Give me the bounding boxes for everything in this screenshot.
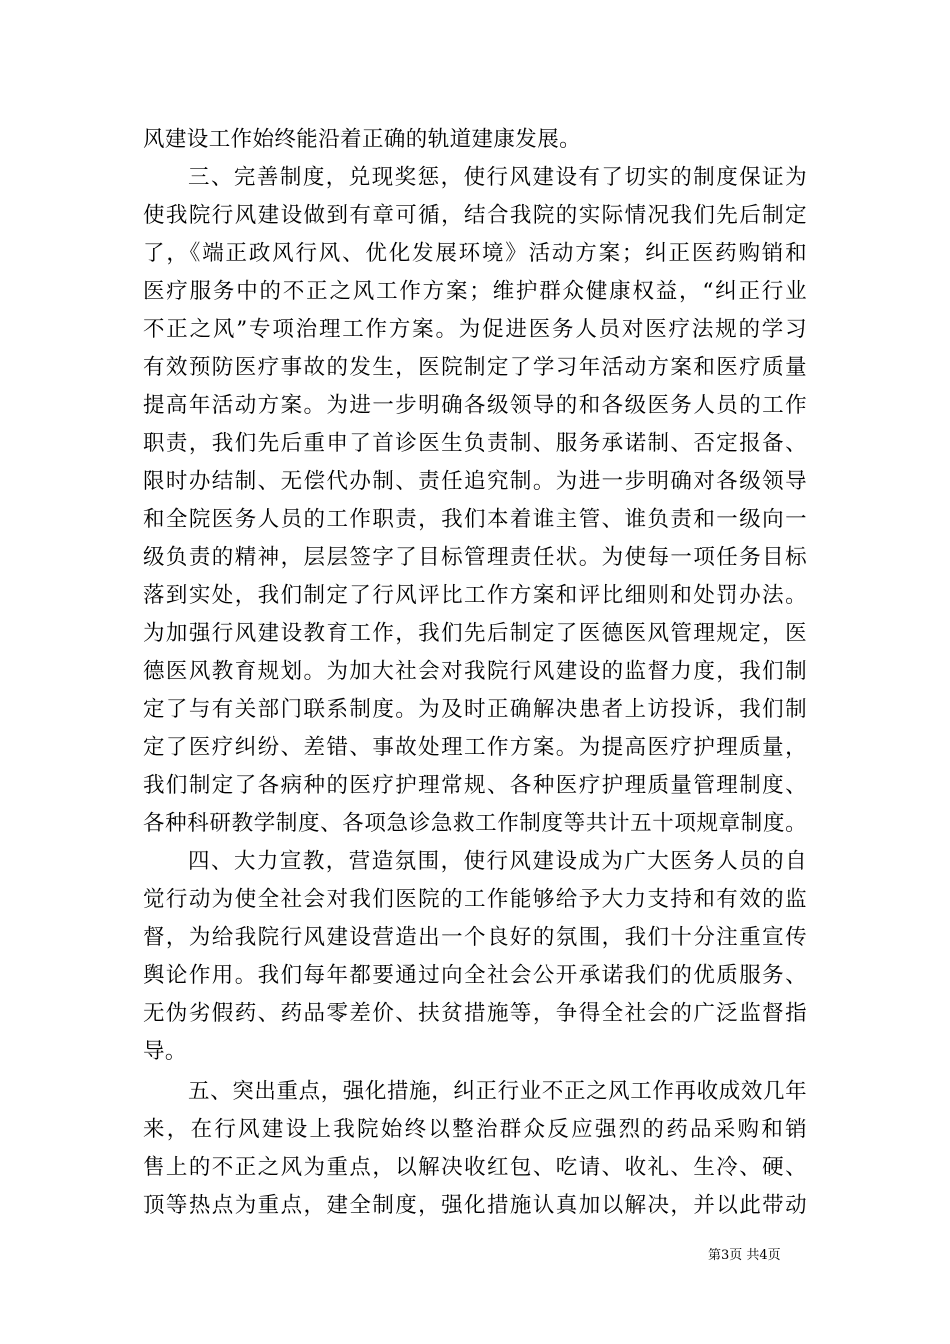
paragraph-line: 四、大力宣教，营造氛围，使行风建设成为广大医务人员的自: [188, 849, 807, 874]
paragraph-line: 不正之风”专项治理工作方案。为促进医务人员对医疗法规的学习: [143, 317, 807, 342]
paragraph-line: 三、完善制度，兑现奖惩，使行风建设有了切实的制度保证为: [188, 165, 807, 190]
paragraph-line: 提高年活动方案。为进一步明确各级领导的和各级医务人员的工作: [143, 393, 807, 418]
paragraph-line: 限时办结制、无偿代办制、责任追究制。为进一步明确对各级领导: [143, 469, 807, 494]
paragraph-line: 为加强行风建设教育工作，我们先后制定了医德医风管理规定，医: [143, 621, 807, 646]
paragraph-line: 顶等热点为重点，建全制度，强化措施认真加以解决，并以此带动: [143, 1193, 807, 1218]
paragraph-line: 无伪劣假药、药品零差价、扶贫措施等，争得全社会的广泛监督指: [143, 1001, 807, 1026]
paragraph-line: 导。: [143, 1039, 187, 1064]
paragraph-line: 有效预防医疗事故的发生，医院制定了学习年活动方案和医疗质量: [143, 355, 807, 380]
paragraph-line: 定了与有关部门联系制度。为及时正确解决患者上访投诉，我们制: [143, 697, 807, 722]
paragraph-line: 德医风教育规划。为加大社会对我院行风建设的监督力度，我们制: [143, 659, 807, 684]
paragraph-line: 督，为给我院行风建设营造出一个良好的氛围，我们十分注重宣传: [143, 925, 807, 950]
paragraph-line: 我们制定了各病种的医疗护理常规、各种医疗护理质量管理制度、: [143, 773, 807, 798]
paragraph-line: 各种科研教学制度、各项急诊急救工作制度等共计五十项规章制度。: [143, 811, 807, 836]
paragraph-line: 五、突出重点，强化措施，纠正行业不正之风工作再收成效几年: [188, 1079, 807, 1104]
paragraph-line: 来，在行风建设上我院始终以整治群众反应强烈的药品采购和销: [143, 1117, 807, 1142]
paragraph-line: 风建设工作始终能沿着正确的轨道建康发展。: [143, 127, 582, 152]
paragraph-line: 医疗服务中的不正之风工作方案；维护群众健康权益，“纠正行业: [143, 279, 807, 304]
paragraph-line: 舆论作用。我们每年都要通过向全社会公开承诺我们的优质服务、: [143, 963, 807, 988]
paragraph-line: 和全院医务人员的工作职责，我们本着谁主管、谁负责和一级向一: [143, 507, 807, 532]
paragraph-line: 使我院行风建设做到有章可循，结合我院的实际情况我们先后制定: [143, 203, 807, 228]
paragraph-line: 售上的不正之风为重点，以解决收红包、吃请、收礼、生冷、硬、: [143, 1155, 807, 1180]
paragraph-line: 觉行动为使全社会对我们医院的工作能够给予大力支持和有效的监: [143, 887, 807, 912]
paragraph-line: 定了医疗纠纷、差错、事故处理工作方案。为提高医疗护理质量，: [143, 735, 807, 760]
paragraph-line: 职责，我们先后重申了首诊医生负责制、服务承诺制、否定报备、: [143, 431, 807, 456]
paragraph-line: 了，《端正政风行风、优化发展环境》活动方案；纠正医药购销和: [143, 241, 807, 266]
paragraph-line: 级负责的精神，层层签字了目标管理责任状。为使每一项任务目标: [143, 545, 807, 570]
paragraph-line: 落到实处，我们制定了行风评比工作方案和评比细则和处罚办法。: [143, 583, 807, 608]
page-number: 第3页 共4页: [708, 1248, 781, 1263]
